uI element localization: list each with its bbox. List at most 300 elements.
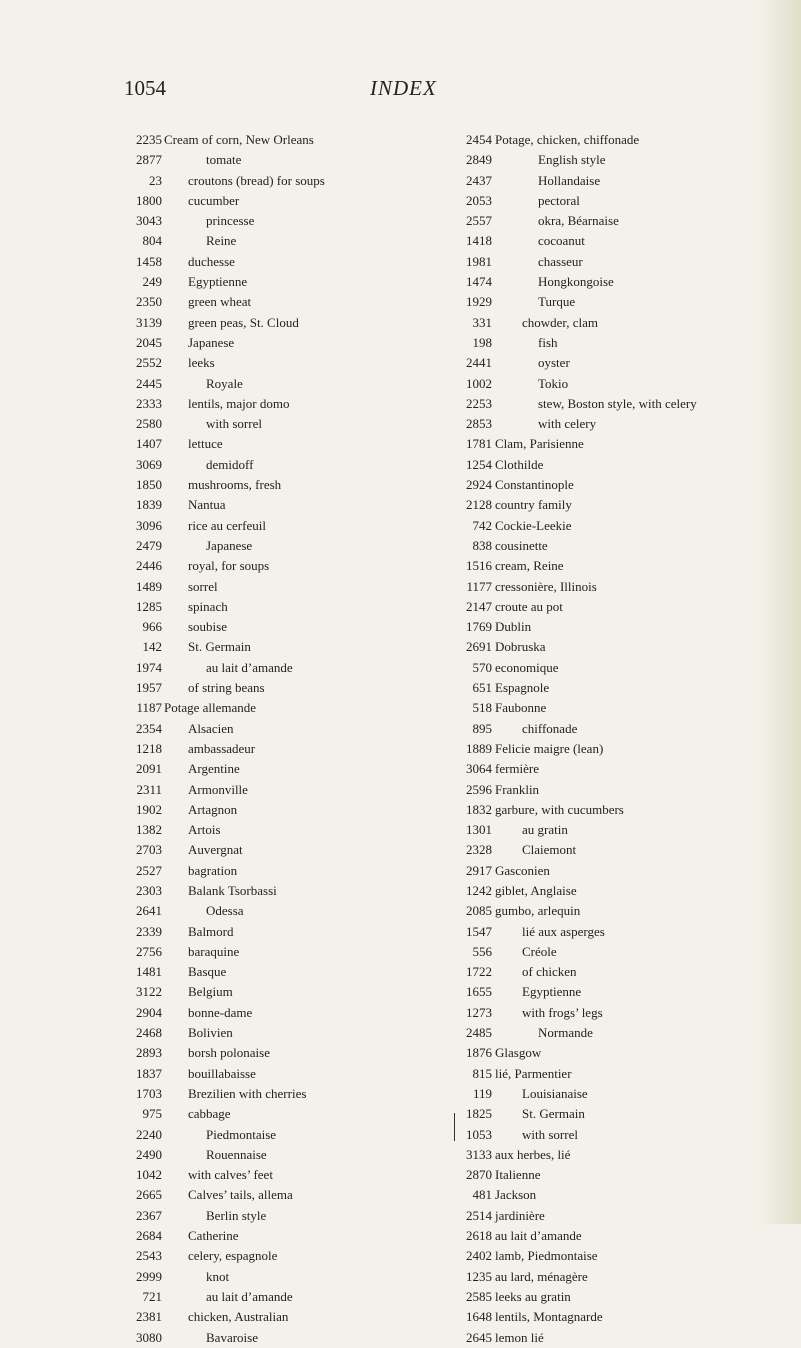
recipe-number: 1929 — [466, 294, 492, 310]
index-entry — [454, 922, 784, 942]
index-entry — [454, 292, 784, 312]
recipe-number: 2328 — [466, 842, 492, 858]
recipe-number: 2849 — [466, 152, 492, 168]
page-number: 1054 — [124, 76, 166, 100]
recipe-name: borsh polonaise — [188, 1045, 270, 1061]
recipe-name: pectoral — [538, 192, 580, 208]
recipe-name: Balank Tsorbassi — [188, 882, 277, 898]
index-entry — [454, 272, 784, 292]
recipe-number: 2085 — [466, 903, 492, 919]
recipe-name: Turque — [538, 294, 576, 310]
index-entry — [124, 698, 424, 718]
recipe-name: Dobruska — [495, 639, 546, 655]
recipe-number: 1850 — [136, 477, 162, 493]
index-entry — [124, 719, 424, 739]
recipe-name: spinach — [188, 598, 228, 614]
recipe-number: 2703 — [136, 842, 162, 858]
recipe-number: 2354 — [136, 720, 162, 736]
index-entry — [124, 840, 424, 860]
recipe-name: cocoanut — [538, 233, 585, 249]
recipe-number: 804 — [142, 233, 162, 249]
index-entry — [454, 434, 784, 454]
recipe-name: St. Germain — [522, 1106, 585, 1122]
index-entry — [124, 211, 424, 231]
index-entry — [454, 1246, 784, 1266]
index-entry — [124, 1104, 424, 1124]
index-entry — [454, 1226, 784, 1246]
index-entry — [124, 333, 424, 353]
index-entry — [454, 516, 784, 536]
recipe-number: 3080 — [136, 1329, 162, 1345]
index-entry — [124, 1185, 424, 1205]
recipe-name: green wheat — [188, 294, 252, 310]
recipe-name: with frogs’ legs — [522, 1004, 603, 1020]
recipe-name: au lait d’amande — [495, 1228, 582, 1244]
index-entry — [124, 637, 424, 657]
index-entry — [124, 150, 424, 170]
recipe-name: Glasgow — [495, 1045, 542, 1061]
recipe-name: Espagnole — [495, 680, 550, 696]
recipe-name: of chicken — [522, 964, 577, 980]
recipe-number: 2053 — [466, 192, 492, 208]
index-entry — [124, 1064, 424, 1084]
index-entry — [454, 150, 784, 170]
recipe-name: Berlin style — [206, 1207, 267, 1223]
index-entry — [454, 1145, 784, 1165]
recipe-name: Créole — [522, 943, 557, 959]
recipe-name: Piedmontaise — [206, 1126, 277, 1142]
recipe-number: 838 — [472, 537, 492, 553]
recipe-number: 2580 — [136, 416, 162, 432]
index-entry — [124, 1307, 424, 1327]
recipe-number: 1703 — [136, 1085, 162, 1101]
index-entry — [124, 556, 424, 576]
index-entry — [454, 597, 784, 617]
index-entry — [454, 171, 784, 191]
recipe-name: chowder, clam — [522, 314, 599, 330]
index-entry — [124, 1023, 424, 1043]
recipe-number: 1382 — [136, 822, 162, 838]
recipe-name: Potage, chicken, chiffonade — [495, 132, 640, 147]
recipe-name: Royale — [206, 375, 243, 391]
index-entry — [124, 475, 424, 495]
recipe-number: 895 — [472, 720, 492, 736]
index-entry — [454, 1064, 784, 1084]
index-entry — [124, 861, 424, 881]
recipe-name: lié aux asperges — [522, 923, 605, 939]
index-entry — [124, 820, 424, 840]
recipe-number: 3096 — [136, 517, 162, 533]
recipe-number: 651 — [472, 680, 492, 696]
recipe-name: Auvergnat — [188, 842, 243, 858]
index-entry — [124, 922, 424, 942]
recipe-number: 1489 — [136, 578, 162, 594]
recipe-name: Dublin — [495, 619, 532, 635]
recipe-number: 198 — [472, 334, 492, 350]
recipe-name: Artagnon — [188, 801, 238, 817]
index-entry — [124, 800, 424, 820]
recipe-name: Tokio — [538, 375, 569, 391]
recipe-name: Catherine — [188, 1228, 239, 1244]
running-title: INDEX — [370, 76, 437, 100]
index-entry — [454, 1084, 784, 1104]
recipe-number: 249 — [142, 274, 162, 290]
recipe-name: tomate — [206, 152, 242, 168]
recipe-name: Brezilien with cherries — [188, 1085, 307, 1101]
recipe-number: 2552 — [136, 355, 162, 371]
recipe-number: 1902 — [136, 801, 162, 817]
recipe-name: rice au cerfeuil — [188, 517, 266, 533]
recipe-number: 966 — [142, 619, 162, 635]
recipe-number: 1285 — [136, 598, 162, 614]
page-header — [0, 76, 801, 106]
recipe-number: 2756 — [136, 943, 162, 959]
recipe-name: okra, Béarnaise — [538, 213, 619, 229]
index-entry — [454, 820, 784, 840]
index-entry — [454, 1003, 784, 1023]
recipe-number: 2147 — [466, 598, 492, 614]
recipe-name: lamb, Piedmontaise — [495, 1248, 598, 1264]
recipe-number: 2437 — [466, 172, 492, 188]
recipe-name: garbure, with cucumbers — [495, 801, 624, 817]
recipe-name: green peas, St. Cloud — [188, 314, 299, 330]
recipe-number: 2479 — [136, 537, 162, 553]
index-entry — [124, 353, 424, 373]
index-entry — [454, 678, 784, 698]
recipe-name: mushrooms, fresh — [188, 477, 282, 493]
index-entry — [454, 780, 784, 800]
index-entry — [124, 780, 424, 800]
recipe-number: 1458 — [136, 253, 162, 269]
recipe-name: with calves’ feet — [188, 1167, 273, 1183]
recipe-number: 1002 — [466, 375, 492, 391]
recipe-name: cucumber — [188, 192, 240, 208]
recipe-number: 1722 — [466, 964, 492, 980]
index-entry — [454, 252, 784, 272]
index-entry — [124, 1267, 424, 1287]
recipe-name: Japanese — [188, 334, 235, 350]
index-entry — [124, 962, 424, 982]
recipe-name: lettuce — [188, 436, 223, 452]
recipe-name: oyster — [538, 355, 570, 371]
recipe-name: of string beans — [188, 680, 265, 696]
recipe-number: 1418 — [466, 233, 492, 249]
recipe-number: 2585 — [466, 1288, 492, 1304]
recipe-name: Felicie maigre (lean) — [495, 740, 604, 756]
recipe-number: 1957 — [136, 680, 162, 696]
index-entry — [124, 982, 424, 1002]
index-entry — [124, 759, 424, 779]
recipe-name: English style — [538, 152, 606, 168]
index-entry — [124, 1165, 424, 1185]
recipe-name: Armonville — [188, 781, 248, 797]
recipe-name: cousinette — [495, 537, 548, 553]
recipe-name: royal, for soups — [188, 558, 270, 574]
recipe-number: 2490 — [136, 1146, 162, 1162]
index-entry — [454, 495, 784, 515]
index-entry — [124, 1084, 424, 1104]
index-entry — [124, 414, 424, 434]
recipe-name: Faubonne — [495, 700, 547, 716]
recipe-number: 2485 — [466, 1025, 492, 1041]
recipe-name: bagration — [188, 862, 238, 878]
recipe-name: au lait d’amande — [206, 1288, 293, 1304]
index-entry — [454, 191, 784, 211]
recipe-number: 1242 — [466, 882, 492, 898]
recipe-name: Clothilde — [495, 456, 544, 472]
recipe-number: 1053 — [466, 1126, 492, 1142]
recipe-number: 1273 — [466, 1004, 492, 1020]
recipe-number: 1481 — [136, 964, 162, 980]
recipe-name: Cream of corn, New Orleans — [164, 132, 314, 147]
index-entry — [124, 942, 424, 962]
index-entry — [454, 333, 784, 353]
recipe-number: 2514 — [466, 1207, 492, 1223]
recipe-number: 1889 — [466, 740, 492, 756]
recipe-name: au lard, ménagère — [495, 1268, 588, 1284]
index-entry — [454, 800, 784, 820]
recipe-name: croute au pot — [495, 598, 563, 614]
recipe-name: Clam, Parisienne — [495, 436, 584, 452]
index-entry — [124, 1246, 424, 1266]
recipe-name: with sorrel — [522, 1126, 578, 1142]
recipe-number: 3133 — [466, 1146, 492, 1162]
index-entry — [454, 1267, 784, 1287]
recipe-name: fish — [538, 334, 558, 350]
index-entry — [454, 1043, 784, 1063]
recipe-number: 2641 — [136, 903, 162, 919]
recipe-number: 2339 — [136, 923, 162, 939]
recipe-number: 1825 — [466, 1106, 492, 1122]
index-entry — [454, 313, 784, 333]
recipe-name: ambassadeur — [188, 740, 256, 756]
recipe-name: Balmord — [188, 923, 234, 939]
recipe-name: cream, Reine — [495, 558, 564, 574]
index-entry — [124, 272, 424, 292]
recipe-name: Italienne — [495, 1167, 541, 1183]
recipe-name: giblet, Anglaise — [495, 882, 577, 898]
recipe-name: cressonière, Illinois — [495, 578, 597, 594]
index-entry — [124, 171, 424, 191]
index-entry — [454, 982, 784, 1002]
recipe-name: sorrel — [188, 578, 218, 594]
index-entry — [454, 374, 784, 394]
index-entry — [124, 292, 424, 312]
recipe-number: 1474 — [466, 274, 492, 290]
recipe-number: 2128 — [466, 497, 492, 513]
index-entry — [124, 536, 424, 556]
recipe-number: 142 — [142, 639, 162, 655]
recipe-number: 481 — [472, 1187, 492, 1203]
recipe-name: lemon lié — [495, 1329, 544, 1345]
index-entry — [454, 942, 784, 962]
recipe-number: 2367 — [136, 1207, 162, 1223]
index-entry — [454, 394, 784, 414]
index-entry — [454, 231, 784, 251]
recipe-name: Odessa — [206, 903, 244, 919]
recipe-number: 2665 — [136, 1187, 162, 1203]
recipe-name: bouillabaisse — [188, 1065, 256, 1081]
index-entry — [454, 414, 784, 434]
recipe-number: 2468 — [136, 1025, 162, 1041]
recipe-number: 2853 — [466, 416, 492, 432]
recipe-number: 2684 — [136, 1228, 162, 1244]
recipe-name: au gratin — [522, 822, 568, 838]
index-entry — [454, 1328, 784, 1348]
index-entry — [124, 1003, 424, 1023]
recipe-number: 2543 — [136, 1248, 162, 1264]
recipe-name: duchesse — [188, 253, 235, 269]
recipe-number: 23 — [149, 172, 162, 188]
index-entry — [454, 861, 784, 881]
recipe-number: 1218 — [136, 740, 162, 756]
recipe-number: 1042 — [136, 1167, 162, 1183]
index-column-left — [124, 130, 424, 1348]
index-entry — [454, 353, 784, 373]
recipe-number: 2527 — [136, 862, 162, 878]
recipe-number: 1837 — [136, 1065, 162, 1081]
recipe-name: croutons (bread) for soups — [188, 172, 325, 188]
index-entry — [454, 1185, 784, 1205]
recipe-number: 1187 — [136, 700, 162, 716]
recipe-number: 570 — [472, 659, 492, 675]
recipe-name: gumbo, arlequin — [495, 903, 581, 919]
recipe-number: 2240 — [136, 1126, 162, 1142]
recipe-name: Alsacien — [188, 720, 234, 736]
index-entry — [454, 840, 784, 860]
recipe-number: 975 — [142, 1106, 162, 1122]
index-entry — [124, 455, 424, 475]
recipe-name: cabbage — [188, 1106, 231, 1122]
recipe-number: 2350 — [136, 294, 162, 310]
recipe-name: chiffonade — [522, 720, 578, 736]
index-entry — [124, 1125, 424, 1145]
recipe-name: au lait d’amande — [206, 659, 293, 675]
recipe-name: Basque — [188, 964, 227, 980]
recipe-number: 1655 — [466, 984, 492, 1000]
recipe-number: 2645 — [466, 1329, 492, 1345]
recipe-name: fermière — [495, 761, 540, 777]
index-entry — [124, 1206, 424, 1226]
recipe-number: 2441 — [466, 355, 492, 371]
recipe-number: 2446 — [136, 558, 162, 574]
recipe-number: 2253 — [466, 395, 492, 411]
recipe-number: 2924 — [466, 477, 492, 493]
index-entry — [454, 658, 784, 678]
recipe-name: lentils, Montagnarde — [495, 1309, 603, 1325]
recipe-number: 556 — [472, 943, 492, 959]
recipe-name: bonne-dame — [188, 1004, 253, 1020]
recipe-name: Franklin — [495, 781, 540, 797]
index-entry — [124, 434, 424, 454]
recipe-name: economique — [495, 659, 559, 675]
recipe-number: 2445 — [136, 375, 162, 391]
recipe-number: 3043 — [136, 213, 162, 229]
recipe-number: 1407 — [136, 436, 162, 452]
index-entry — [124, 495, 424, 515]
index-entry — [454, 536, 784, 556]
index-entry — [454, 1125, 784, 1145]
recipe-name: demidoff — [206, 456, 254, 472]
recipe-number: 1235 — [466, 1268, 492, 1284]
index-entry — [124, 374, 424, 394]
recipe-number: 2870 — [466, 1167, 492, 1183]
recipe-number: 721 — [142, 1288, 162, 1304]
recipe-name: soubise — [188, 619, 227, 635]
index-entry — [124, 678, 424, 698]
recipe-number: 742 — [472, 517, 492, 533]
index-entry — [454, 1165, 784, 1185]
recipe-number: 2311 — [136, 781, 162, 797]
recipe-number: 1516 — [466, 558, 492, 574]
recipe-name: leeks — [188, 355, 215, 371]
recipe-number: 3064 — [466, 761, 492, 777]
index-entry — [124, 394, 424, 414]
recipe-name: Artois — [188, 822, 221, 838]
recipe-name: Claiemont — [522, 842, 577, 858]
recipe-number: 1769 — [466, 619, 492, 635]
column-rule — [454, 1113, 455, 1141]
recipe-number: 2877 — [136, 152, 162, 168]
recipe-name: Louisianaise — [522, 1085, 588, 1101]
recipe-name: Normande — [538, 1025, 593, 1041]
recipe-number: 2402 — [466, 1248, 492, 1264]
index-entry — [124, 252, 424, 272]
recipe-name: St. Germain — [188, 639, 251, 655]
recipe-number: 815 — [472, 1065, 492, 1081]
index-entry — [124, 1328, 424, 1348]
recipe-name: Constantinople — [495, 477, 574, 493]
recipe-number: 2904 — [136, 1004, 162, 1020]
recipe-number: 2893 — [136, 1045, 162, 1061]
index-entry — [454, 1023, 784, 1043]
index-entry — [124, 901, 424, 921]
recipe-name: Nantua — [188, 497, 226, 513]
recipe-name: stew, Boston style, with celery — [538, 395, 697, 411]
recipe-name: Reine — [206, 233, 237, 249]
index-entry — [454, 719, 784, 739]
recipe-name: Hongkongoise — [538, 274, 614, 290]
recipe-name: Hollandaise — [538, 172, 601, 188]
recipe-number: 3122 — [136, 984, 162, 1000]
index-entry — [454, 698, 784, 718]
recipe-number: 1832 — [466, 801, 492, 817]
index-entry — [454, 455, 784, 475]
index-entry — [124, 313, 424, 333]
index-column-right — [454, 130, 784, 1348]
index-entry — [124, 597, 424, 617]
index-entry — [124, 577, 424, 597]
recipe-number: 2917 — [466, 862, 492, 878]
recipe-number: 1974 — [136, 659, 162, 675]
recipe-number: 2303 — [136, 882, 162, 898]
recipe-name: chicken, Australian — [188, 1309, 289, 1325]
recipe-number: 3139 — [136, 314, 162, 330]
recipe-number: 2454 — [466, 132, 492, 147]
recipe-number: 2999 — [136, 1268, 162, 1284]
recipe-number: 1800 — [136, 192, 162, 208]
index-entry — [454, 211, 784, 231]
recipe-name: Rouennaise — [206, 1146, 267, 1162]
index-entry — [124, 1145, 424, 1165]
recipe-name: Argentine — [188, 761, 240, 777]
recipe-number: 2333 — [136, 395, 162, 411]
recipe-name: celery, espagnole — [188, 1248, 278, 1264]
index-entry — [124, 191, 424, 211]
recipe-name: chasseur — [538, 253, 583, 269]
recipe-name: lentils, major domo — [188, 395, 290, 411]
recipe-number: 2235 — [136, 132, 162, 147]
